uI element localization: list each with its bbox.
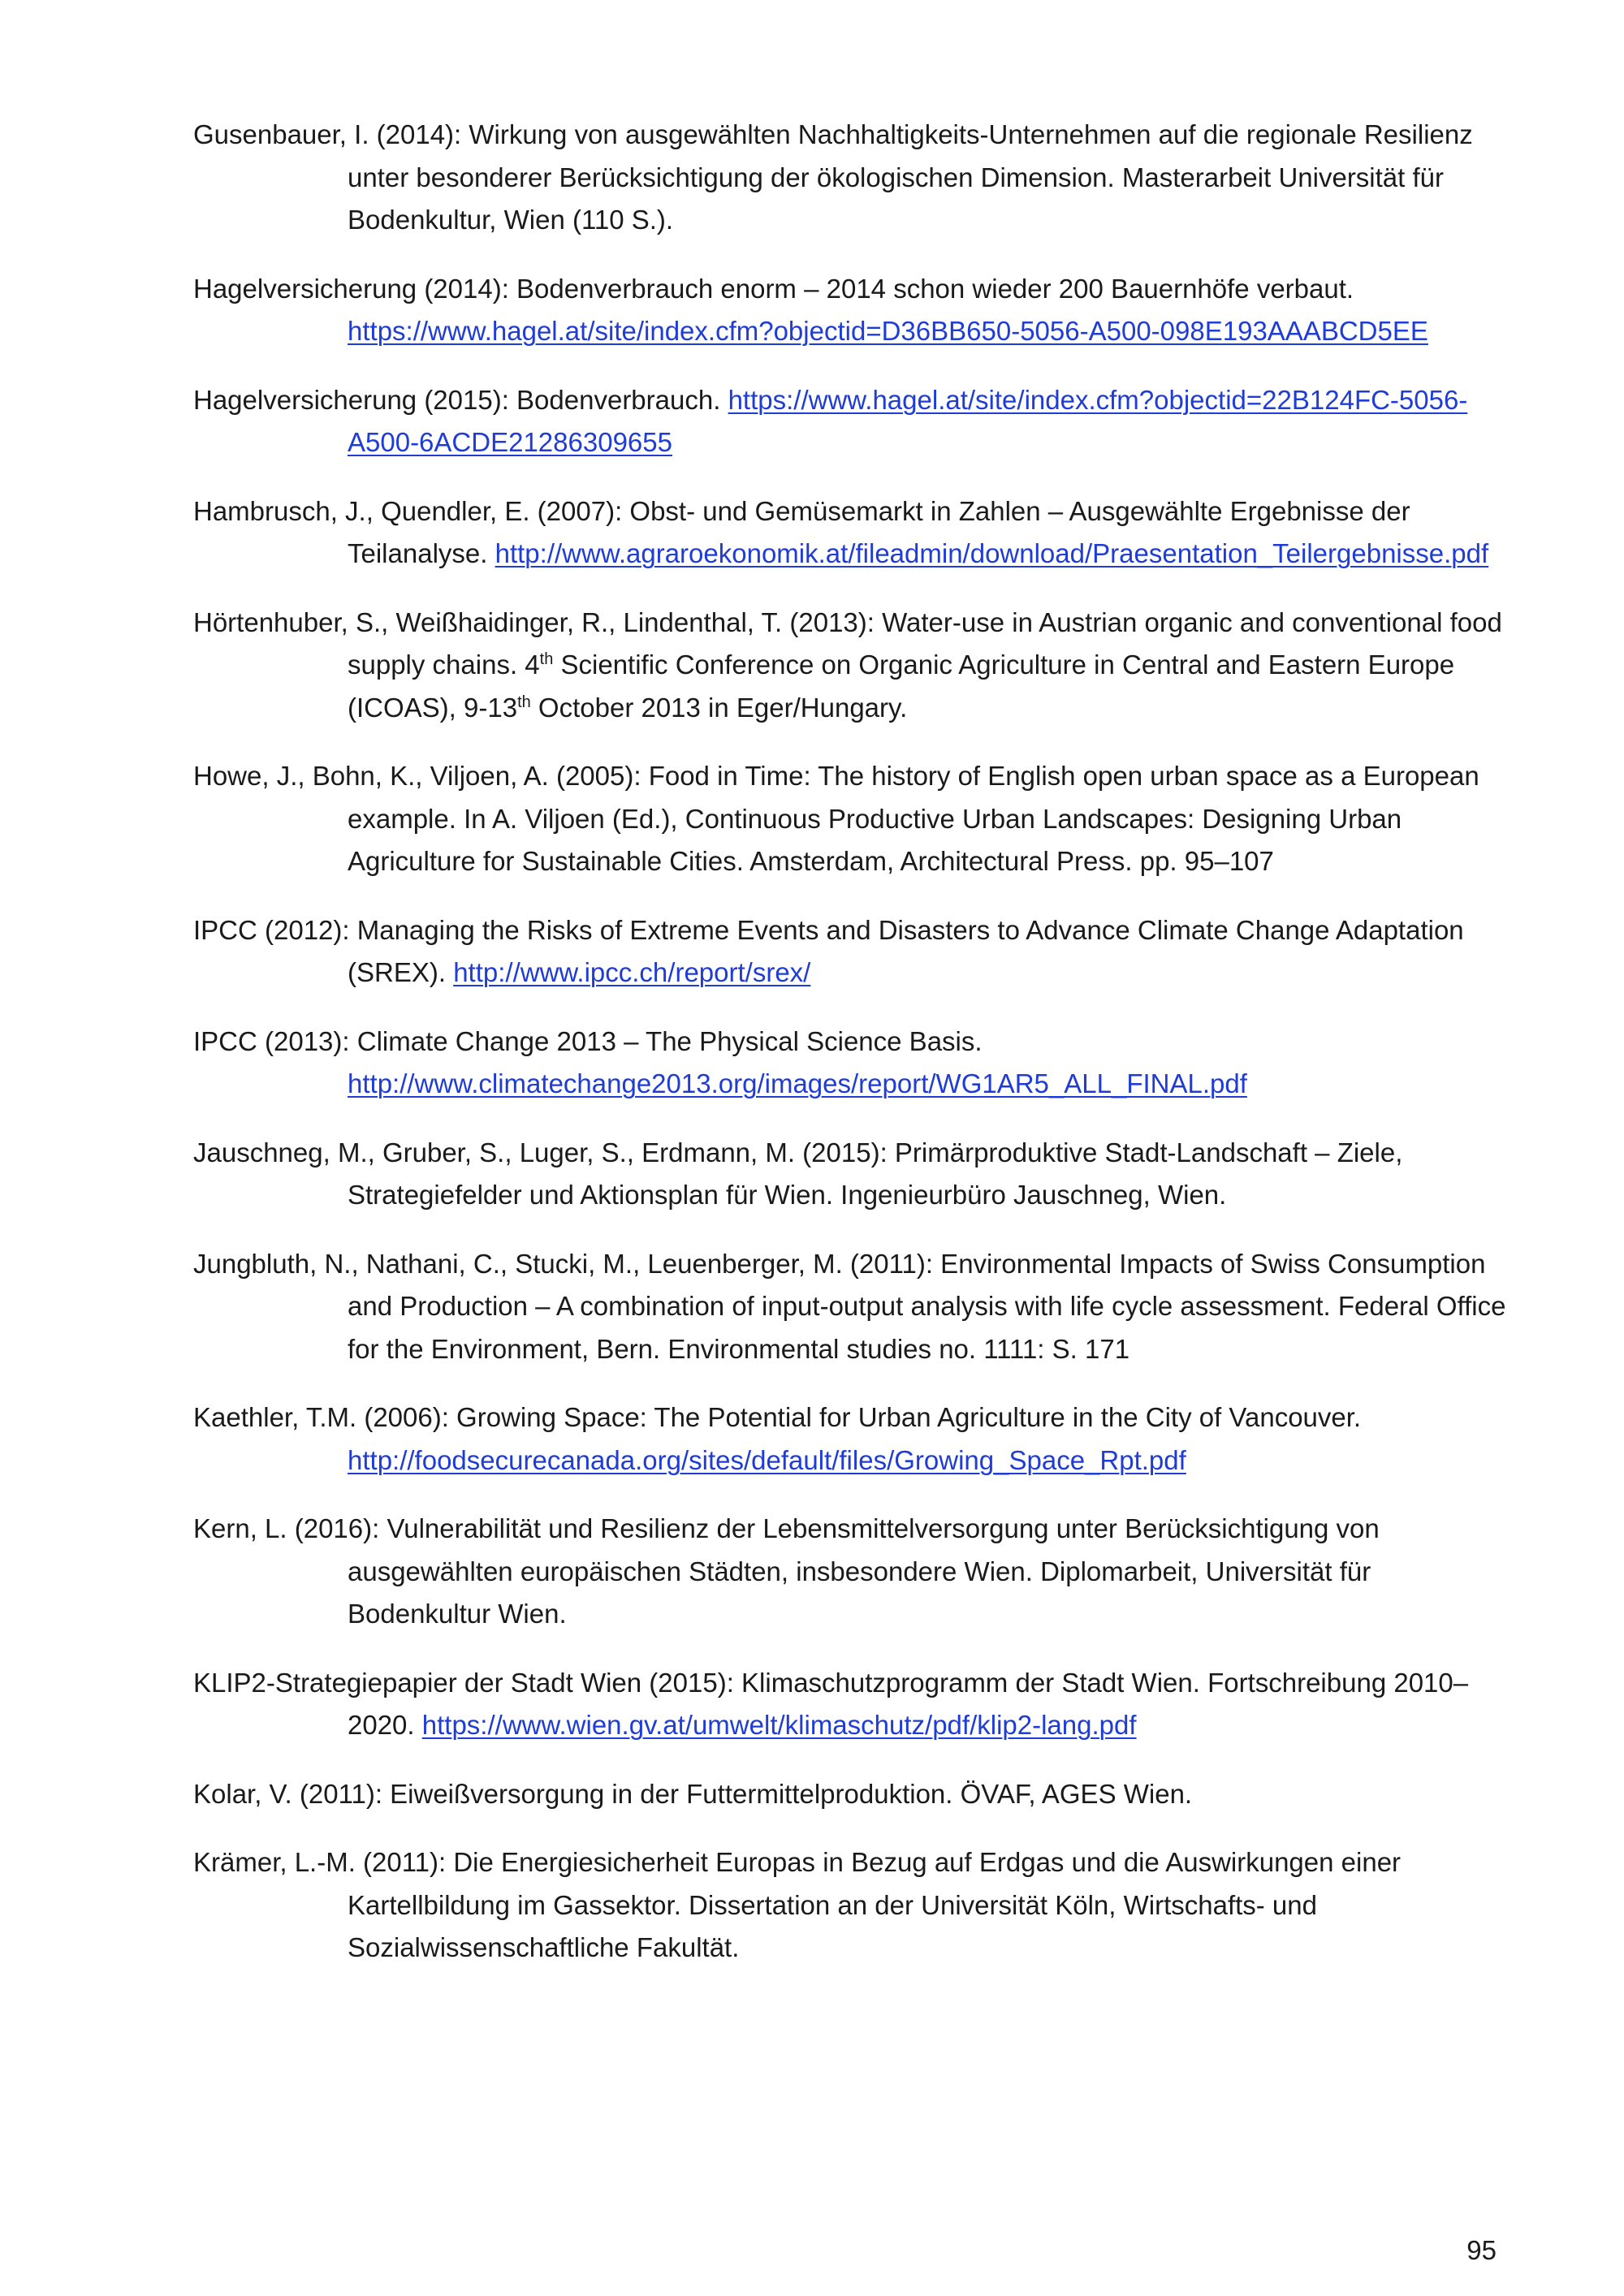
reference-entry-klip2	[193, 1662, 1509, 1747]
reference-entry-ipcc-2012	[193, 909, 1509, 995]
reference-text: Jauschneg, M., Gruber, S., Luger, S., Erdmann, M. (2015): Primärproduktive Stadt-Landschaft – Ziele, Strategiefelder und Aktionsplan für Wien. Ingenieurbüro Jauschneg, Wien.	[193, 1137, 1403, 1210]
reference-text: Kolar, V. (2011): Eiweißversorgung in der Futtermittelproduktion. ÖVAF, AGES Wien.	[193, 1778, 1193, 1809]
reference-link[interactable]: http://foodsecurecanada.org/sites/default/files/Growing_Space_Rpt.pdf	[348, 1444, 1186, 1475]
reference-entry-jungbluth	[193, 1243, 1509, 1371]
reference-text: Hagelversicherung (2014): Bodenverbrauch enorm – 2014 schon wieder 200 Bauernhöfe verbaut.	[193, 273, 1354, 304]
reference-link[interactable]: https://www.hagel.at/site/index.cfm?objectid=22B124FC-5056-A500-6ACDE21286309655	[348, 384, 1468, 457]
reference-entry-ipcc-2013	[193, 1021, 1509, 1106]
superscript: th	[539, 650, 554, 668]
reference-link[interactable]: https://www.hagel.at/site/index.cfm?objectid=D36BB650-5056-A500-098E193AAABCD5EE	[348, 316, 1428, 346]
reference-entry-kolar	[193, 1773, 1509, 1816]
reference-entry-jauschneg	[193, 1132, 1509, 1217]
reference-text: Hörtenhuber, S., Weißhaidinger, R., Lindenthal, T. (2013): Water-use in Austrian organic and conventional food supply chains. 4	[193, 606, 1502, 680]
page-number: 95	[1466, 2235, 1497, 2265]
reference-text: IPCC (2013): Climate Change 2013 – The Physical Science Basis.	[193, 1025, 983, 1056]
reference-text: October 2013 in Eger/Hungary.	[530, 692, 908, 723]
reference-text: Hambrusch, J., Quendler, E. (2007): Obst- und Gemüsemarkt in Zahlen – Ausgewählte Ergebnisse der Teilanalyse.	[193, 495, 1410, 568]
reference-entry-hagelversicherung-2014	[193, 268, 1509, 353]
reference-text: KLIP2-Strategiepapier der Stadt Wien (2015): Klimaschutzprogramm der Stadt Wien. Fortschreibung 2010–2020.	[193, 1667, 1469, 1740]
reference-text: Hagelversicherung (2015): Bodenverbrauch.	[193, 384, 721, 415]
reference-text: Gusenbauer, I. (2014): Wirkung von ausgewählten Nachhaltigkeits-Unternehmen auf die regionale Resilienz unter besonderer Berücksichtigung der ökologischen Dimension. Masterarbeit Universität für Bodenkultur, Wien (110 S.).	[193, 119, 1473, 235]
reference-text: Jungbluth, N., Nathani, C., Stucki, M., Leuenberger, M. (2011): Environmental Impacts of Swiss Consumption and Production – A combination of input-output analysis with life cycle assessment. Federal Office for the Environment, Bern. Environmental studies no. 1111: S. 171	[193, 1248, 1506, 1364]
reference-entry-hagelversicherung-2015	[193, 379, 1509, 464]
reference-entry-hambrusch	[193, 490, 1509, 576]
reference-entry-gusenbauer	[193, 114, 1509, 242]
reference-entry-kaethler	[193, 1396, 1509, 1482]
reference-entry-kern	[193, 1508, 1509, 1636]
reference-link[interactable]: http://www.climatechange2013.org/images/report/WG1AR5_ALL_FINAL.pdf	[348, 1068, 1247, 1098]
reference-text: Kaethler, T.M. (2006): Growing Space: The Potential for Urban Agriculture in the City of Vancouver.	[193, 1402, 1362, 1432]
reference-text: Kern, L. (2016): Vulnerabilität und Resilienz der Lebensmittelversorgung unter Berücksichtigung von ausgewählten europäischen Städten, insbesondere Wien. Diplomarbeit, Universität für Bodenkultur Wien.	[193, 1513, 1380, 1629]
reference-link[interactable]: http://www.ipcc.ch/report/srex/	[453, 957, 811, 987]
reference-text: Scientific Conference on Organic Agriculture in Central and Eastern Europe (ICOAS), 9-13	[348, 650, 1455, 723]
reference-list	[193, 114, 1509, 1996]
reference-entry-howe	[193, 755, 1509, 883]
superscript: th	[517, 693, 531, 711]
reference-entry-kraemer	[193, 1841, 1509, 1970]
reference-link[interactable]: https://www.wien.gv.at/umwelt/klimaschutz/pdf/klip2-lang.pdf	[421, 1710, 1137, 1740]
reference-entry-hoertenhuber	[193, 602, 1509, 730]
reference-text: Krämer, L.-M. (2011): Die Energiesicherheit Europas in Bezug auf Erdgas und die Auswirkungen einer Kartellbildung im Gassektor. Dissertation an der Universität Köln, Wirtschafts- und Sozialwissenschaftliche Fakultät.	[193, 1847, 1402, 1962]
reference-text: Howe, J., Bohn, K., Viljoen, A. (2005): Food in Time: The history of English open urban space as a European example. In A. Viljoen (Ed.), Continuous Productive Urban Landscapes: Designing Urban Agriculture for Sustainable Cities. Amsterdam, Architectural Press. pp. 95–107	[193, 761, 1479, 876]
reference-text: IPCC (2012): Managing the Risks of Extreme Events and Disasters to Advance Climate Change Adaptation (SREX).	[193, 914, 1464, 987]
reference-link[interactable]: http://www.agraroekonomik.at/fileadmin/download/Praesentation_Teilergebnisse.pdf	[495, 538, 1489, 568]
